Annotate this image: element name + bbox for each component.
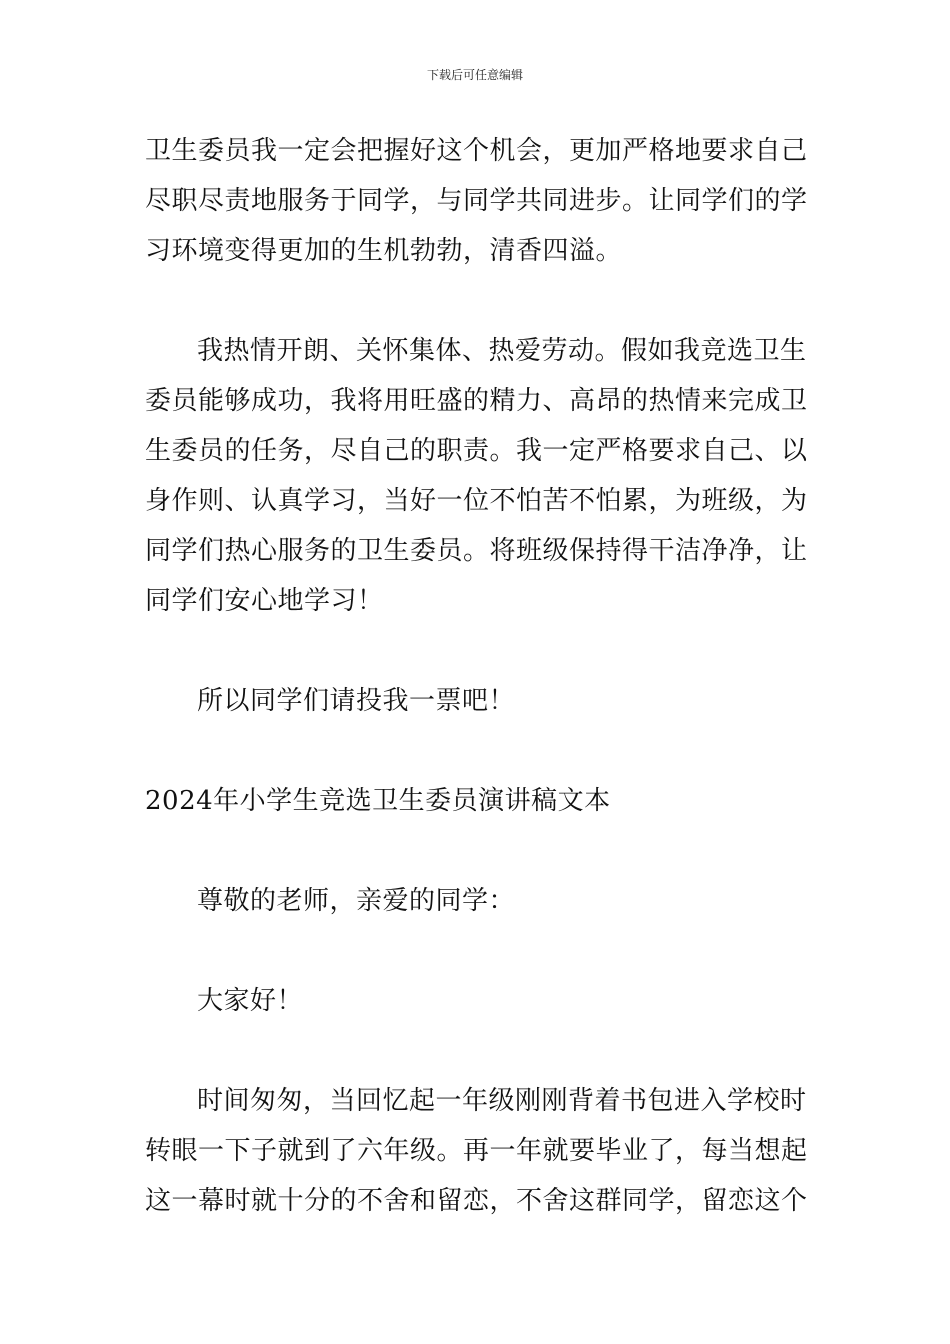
text-line: 同学们热心服务的卫生委员。将班级保持得干洁净净，让 — [145, 536, 808, 566]
salutation — [145, 876, 810, 926]
section-title — [145, 776, 810, 826]
text-line: 2024年小学生竞选卫生委员演讲稿文本 — [145, 786, 611, 816]
paragraph-gap — [145, 626, 810, 676]
paragraph — [145, 126, 810, 276]
text-line: 生委员的任务，尽自己的职责。我一定严格要求自己、以 — [145, 436, 808, 466]
paragraph — [145, 1076, 810, 1226]
paragraph-gap — [145, 1026, 810, 1076]
text-line: 习环境变得更加的生机勃勃，清香四溢。 — [145, 236, 623, 266]
paragraph-gap — [145, 826, 810, 876]
text-line: 委员能够成功，我将用旺盛的精力、高昂的热情来完成卫 — [145, 386, 808, 416]
text-line: 这一幕时就十分的不舍和留恋，不舍这群同学，留恋这个 — [145, 1186, 808, 1216]
text-line: 尽职尽责地服务于同学，与同学共同进步。让同学们的学 — [145, 186, 808, 216]
greeting — [145, 976, 810, 1026]
paragraph-gap — [145, 726, 810, 776]
paragraph-gap — [145, 926, 810, 976]
text-line: 大家好！ — [197, 986, 304, 1016]
paragraph — [145, 326, 810, 626]
text-line: 身作则、认真学习，当好一位不怕苦不怕累，为班级，为 — [145, 486, 808, 516]
text-line: 同学们安心地学习！ — [145, 586, 384, 616]
text-line: 我热情开朗、关怀集体、热爱劳动。假如我竞选卫生 — [197, 336, 807, 366]
paragraph — [145, 676, 810, 726]
paragraph-gap — [145, 276, 810, 326]
page-header-note: 下载后可任意编辑 — [426, 68, 523, 82]
text-line: 卫生委员我一定会把握好这个机会，更加严格地要求自己 — [145, 136, 808, 166]
text-line: 转眼一下子就到了六年级。再一年就要毕业了，每当想起 — [145, 1136, 808, 1166]
document-body — [145, 126, 810, 1226]
text-line: 所以同学们请投我一票吧！ — [197, 686, 516, 716]
text-line: 尊敬的老师，亲爱的同学： — [197, 886, 516, 916]
text-line: 时间匆匆，当回忆起一年级刚刚背着书包进入学校时 — [197, 1086, 807, 1116]
